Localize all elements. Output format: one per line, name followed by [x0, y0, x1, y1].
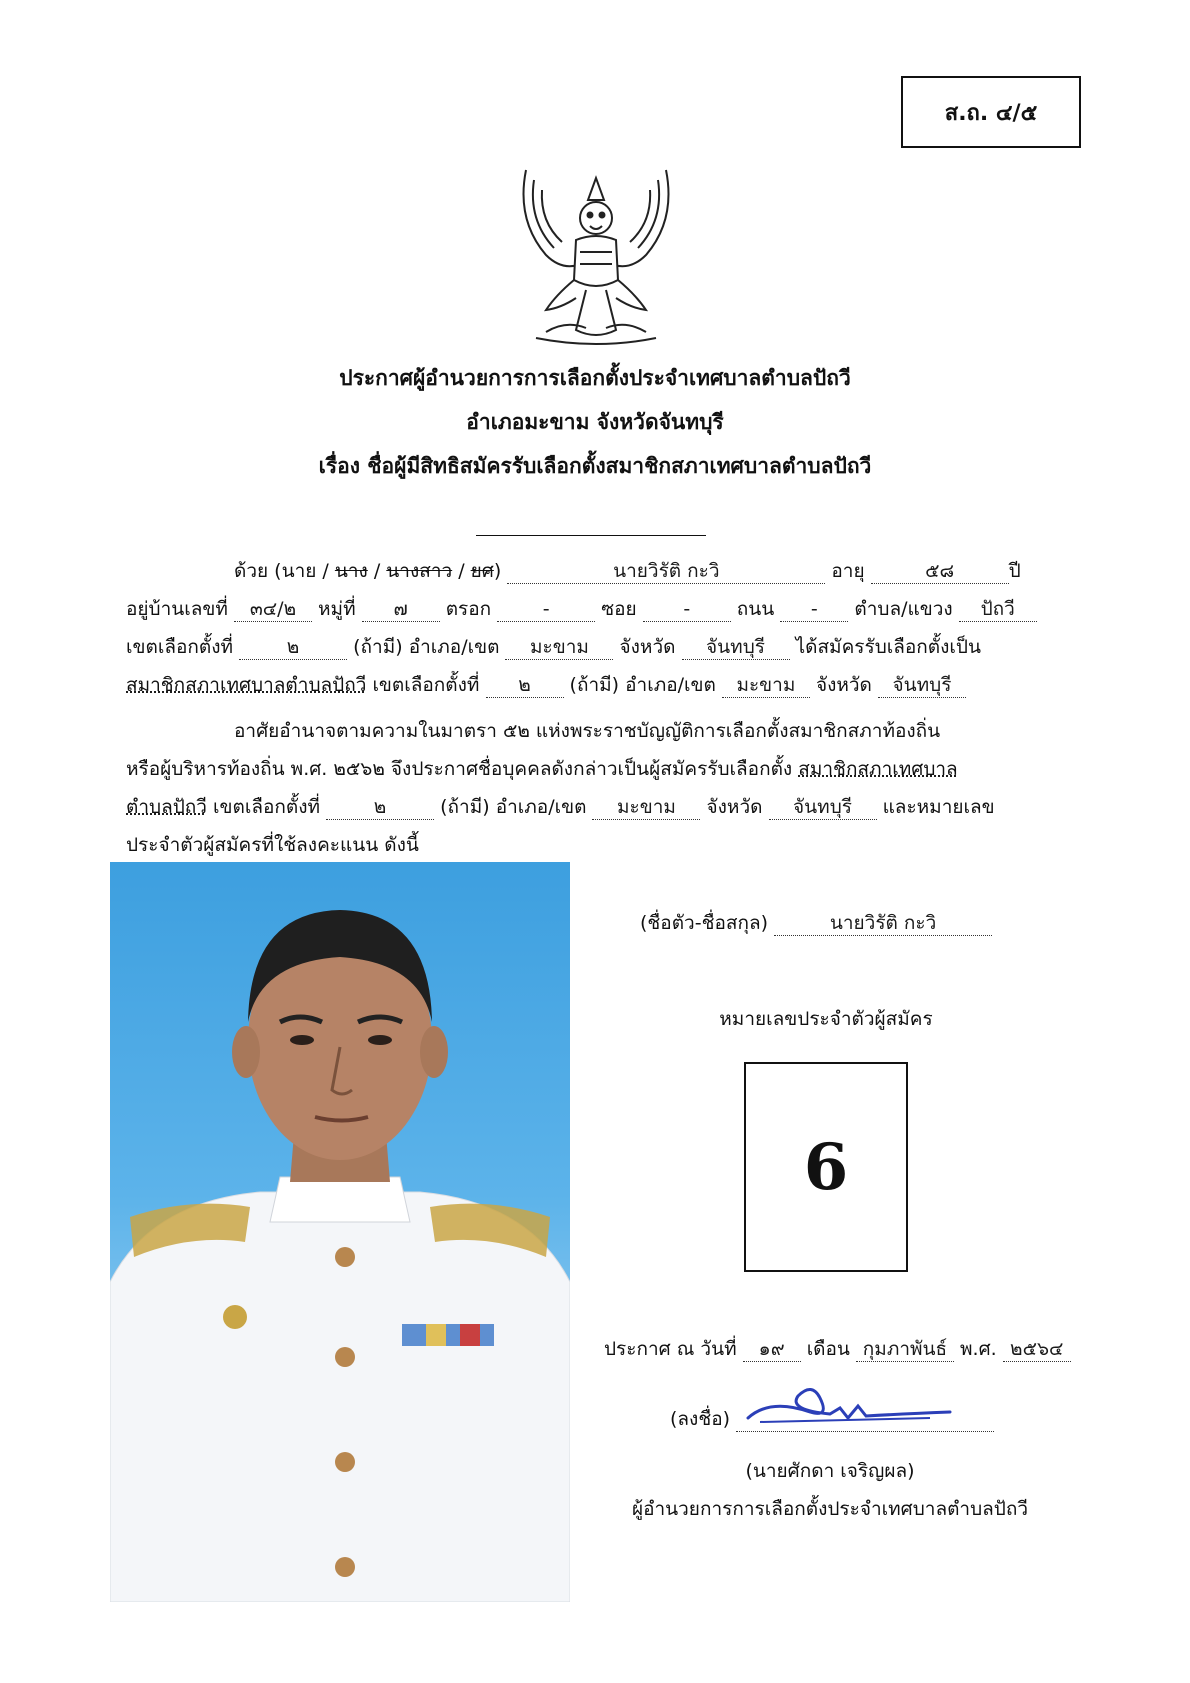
paragraph1-line4: [126, 670, 1056, 700]
if-any-note: (ถ้ามี): [353, 636, 403, 658]
moo-number: ๗: [362, 597, 440, 622]
signer-name: (นายศักดา เจริญผล): [745, 1460, 915, 1482]
province-label: จังหวัด: [815, 674, 872, 696]
zone-label: เขตเลือกตั้งที่: [126, 636, 234, 658]
age-unit: ปี: [1008, 560, 1021, 582]
announcement-title: ประกาศผู้อำนวยการการเลือกตั้งประจำเทศบาลตำบลปัถวี: [339, 366, 851, 390]
candidate-age: ๕๘: [871, 559, 1009, 584]
paragraph1-line3: [126, 632, 1056, 662]
province-label: จังหวัด: [619, 636, 676, 658]
house-label: อยู่บ้านเลขที่: [126, 598, 228, 620]
and-number-text: และหมายเลข: [882, 796, 995, 818]
road-label: ถนน: [736, 598, 775, 620]
trok-value: -: [497, 597, 595, 622]
paragraph2-line2: [126, 754, 1056, 784]
amphoe-label: อำเภอ/เขต: [625, 674, 716, 696]
position-part2: ตำบลปัถวี: [126, 796, 207, 818]
candidate-portrait-icon: [110, 862, 570, 1602]
title-divider: [476, 535, 706, 536]
if-any-note: (ถ้ามี): [440, 796, 490, 818]
candidate-name: นายวิรัติ กะวิ: [774, 911, 992, 936]
province-label: จังหวัด: [706, 796, 763, 818]
separator: /: [452, 560, 471, 582]
handwritten-signature-icon: [740, 1378, 960, 1438]
province-value: จันทบุรี: [682, 635, 790, 660]
paragraph2-line3: [126, 792, 1056, 822]
candidate-photo: [110, 862, 570, 1602]
paragraph2-line4: ประจำตัวผู้สมัครที่ใช้ลงคะแนน ดังนี้: [126, 834, 419, 856]
date-year: ๒๕๖๔: [1003, 1337, 1071, 1362]
title-option-nang: นาง: [334, 560, 368, 582]
garuda-emblem-icon: [506, 160, 686, 350]
moo-label: หมู่ที่: [318, 598, 356, 620]
close-paren: ): [493, 560, 502, 582]
amphoe-label: อำเภอ/เขต: [495, 796, 587, 818]
candidate-name-label: (ชื่อตัว-ชื่อสกุล): [640, 912, 769, 934]
title-option-nangsao: นางสาว: [386, 560, 453, 582]
paragraph2-line1: อาศัยอำนาจตามความในมาตรา ๕๒ แห่งพระราชบัญญัติการเลือกตั้งสมาชิกสภาท้องถิ่น: [234, 720, 941, 742]
candidate-number-box: [744, 1062, 908, 1272]
zone-label: เขตเลือกตั้งที่: [372, 674, 480, 696]
sign-label: (ลงชื่อ): [670, 1408, 731, 1430]
year-label: พ.ศ.: [960, 1338, 997, 1360]
road-value: -: [780, 597, 848, 622]
trok-label: ตรอก: [445, 598, 492, 620]
legal-basis-text: หรือผู้บริหารท้องถิ่น พ.ศ. ๒๕๖๒ จึงประกาศชื่อบุคคลดังกล่าวเป็นผู้สมัครรับเลือกตั้ง: [126, 758, 793, 780]
position-part1: สมาชิกสภาเทศบาล: [798, 758, 958, 780]
tambon-value: ปัถวี: [959, 597, 1037, 622]
zone-value: ๒: [239, 635, 347, 660]
intro-text: ด้วย (นาย /: [234, 560, 335, 582]
if-any-note: (ถ้ามี): [569, 674, 620, 696]
province-value: จันทบุรี: [878, 673, 966, 698]
paragraph1-line2: [126, 594, 1056, 624]
date-day: ๑๙: [743, 1337, 801, 1362]
amphoe-value: มะขาม: [505, 635, 613, 660]
applied-position: สมาชิกสภาเทศบาลตำบลปัถวี: [126, 674, 367, 696]
zone-value: ๒: [486, 673, 564, 698]
house-number: ๓๔/๒: [234, 597, 312, 622]
title-option-yot: ยศ: [470, 560, 494, 582]
age-label: อายุ: [831, 560, 865, 582]
candidate-number: 6: [803, 1129, 849, 1205]
amphoe-value: มะขาม: [722, 673, 810, 698]
amphoe-value: มะขาม: [592, 795, 700, 820]
month-label: เดือน: [806, 1338, 850, 1360]
date-month: กุมภาพันธ์: [856, 1337, 954, 1362]
candidate-name-row: [640, 908, 992, 938]
amphoe-label: อำเภอ/เขต: [408, 636, 500, 658]
zone-value: ๒: [326, 795, 434, 820]
candidate-full-name: นายวิรัติ กะวิ: [507, 559, 825, 584]
date-prefix: ประกาศ ณ วันที่: [604, 1338, 737, 1360]
applied-text: ได้สมัครรับเลือกตั้งเป็น: [795, 636, 981, 658]
soi-value: -: [643, 597, 731, 622]
soi-label: ซอย: [601, 598, 637, 620]
separator: /: [367, 560, 387, 582]
announcement-date-row: [604, 1334, 1071, 1364]
signer-title: ผู้อำนวยการการเลือกตั้งประจำเทศบาลตำบลปัถวี: [631, 1498, 1029, 1520]
province-value: จันทบุรี: [769, 795, 877, 820]
form-code: ส.ถ. ๔/๕: [944, 100, 1038, 126]
zone-label: เขตเลือกตั้งที่: [213, 796, 321, 818]
form-code-box: [901, 76, 1081, 148]
announcement-subject: เรื่อง ชื่อผู้มีสิทธิสมัครรับเลือกตั้งสมาชิกสภาเทศบาลตำบลปัถวี: [318, 454, 872, 478]
candidate-number-label: หมายเลขประจำตัวผู้สมัคร: [719, 1008, 933, 1030]
paragraph1-line1: [126, 556, 1056, 586]
announcement-location: อำเภอมะขาม จังหวัดจันทบุรี: [466, 410, 724, 434]
tambon-label: ตำบล/แขวง: [854, 598, 953, 620]
